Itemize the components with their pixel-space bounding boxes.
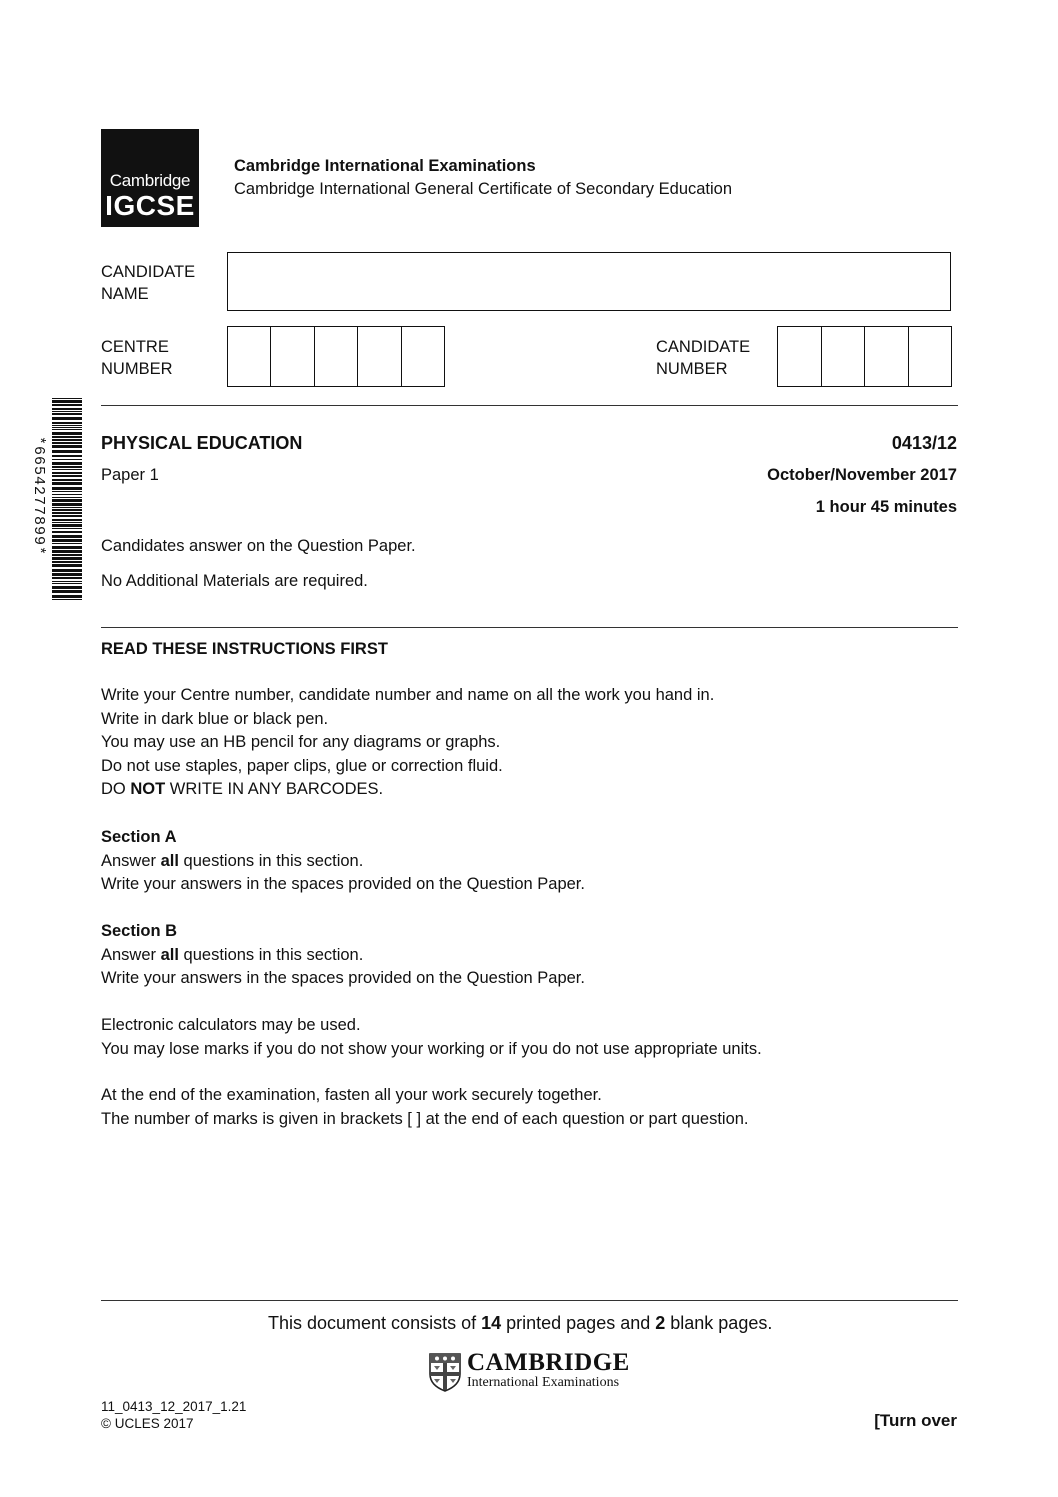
exam-duration: 1 hour 45 minutes xyxy=(815,498,957,516)
centre-number-digit-box[interactable] xyxy=(315,327,358,386)
page-count-post: blank pages. xyxy=(665,1313,773,1333)
section-a-instructions xyxy=(101,826,585,897)
logo-line2: IGCSE xyxy=(105,190,195,221)
cambridge-wordmark: CAMBRIDGE xyxy=(467,1349,630,1376)
barcode-bar xyxy=(52,561,82,563)
barcode-bar xyxy=(52,475,82,477)
cambridge-crest-icon xyxy=(428,1352,462,1392)
barcode-bar xyxy=(52,425,82,426)
barcode-bar xyxy=(52,429,82,430)
candidate-name-label xyxy=(101,261,195,305)
turn-over-label: [Turn over xyxy=(874,1411,957,1430)
barcode-bar xyxy=(52,524,82,527)
barcode-bar xyxy=(52,543,82,544)
blank-page-count: 2 xyxy=(655,1313,666,1333)
section-a-title: Section A xyxy=(101,828,177,846)
barcode-warning xyxy=(101,778,714,802)
instruction-line: At the end of the examination, fasten all your work securely together. xyxy=(101,1086,602,1104)
page-count-pre: This document consists of xyxy=(268,1313,482,1333)
candidate-number-digit-box[interactable] xyxy=(865,327,909,386)
general-instructions xyxy=(101,684,714,802)
candidate-number-digit-box[interactable] xyxy=(778,327,822,386)
barcode-bar xyxy=(52,564,82,567)
subject-title: PHYSICAL EDUCATION xyxy=(101,433,303,453)
org-title: Cambridge International Examinations xyxy=(234,157,536,175)
candidate-number-label xyxy=(656,336,750,380)
centre-number-digit-box[interactable] xyxy=(228,327,271,386)
barcode-bar xyxy=(52,554,82,556)
barcode-bar xyxy=(52,445,82,448)
syllabus-code: 0413/12 xyxy=(891,433,957,453)
printed-page-count: 14 xyxy=(481,1313,502,1333)
section-b-answer-pre: Answer xyxy=(101,945,161,964)
page-count-mid: printed pages and xyxy=(501,1313,656,1333)
barcode-bar xyxy=(52,546,82,549)
logo-line1: Cambridge xyxy=(109,171,191,190)
barcode-bar xyxy=(52,590,82,593)
page-count-note xyxy=(268,1313,772,1334)
barcode-bar xyxy=(52,583,82,584)
barcode-bar xyxy=(52,404,82,406)
instruction-line: You may lose marks if you do not show your working or if you do not use appropriate units. xyxy=(101,1039,762,1058)
instruction-line: You may use an HB pencil for any diagrams or graphs. xyxy=(101,733,501,751)
barcode-bar xyxy=(52,450,82,453)
instruction-line: Write in dark blue or black pen. xyxy=(101,709,329,728)
centre-number-field[interactable] xyxy=(227,326,445,387)
qualification-title: Cambridge International General Certificate of Secondary Education xyxy=(234,180,733,198)
barcode-bar xyxy=(52,577,82,579)
barcode-bar xyxy=(52,417,82,420)
barcode-bar xyxy=(52,507,82,508)
barcode-bar xyxy=(52,466,82,468)
section-b-answer-line xyxy=(101,944,585,968)
barcode-bar xyxy=(52,482,82,485)
centre-number-label-line1: CENTRE xyxy=(101,338,169,356)
document-reference xyxy=(101,1398,246,1432)
barcode-bar xyxy=(52,497,82,498)
centre-number-digit-box[interactable] xyxy=(271,327,314,386)
exam-session: October/November 2017 xyxy=(767,466,957,484)
centre-number-label-line2: NUMBER xyxy=(101,360,173,378)
divider xyxy=(101,405,958,406)
divider xyxy=(101,627,958,628)
candidate-number-label-line2: NUMBER xyxy=(656,360,728,378)
barcode-bar xyxy=(52,573,82,576)
divider xyxy=(101,1300,958,1301)
barcode-bar xyxy=(52,528,82,529)
barcode-bar xyxy=(52,509,82,511)
barcode-bar xyxy=(52,487,82,490)
instruction-line: Write your Centre number, candidate number and name on all the work you hand in. xyxy=(101,686,715,704)
barcode-bar xyxy=(52,462,82,465)
instruction-line: The number of marks is given in brackets [ ] at the end of each question or part question. xyxy=(101,1109,749,1128)
section-b-where-line: Write your answers in the spaces provided on the Question Paper. xyxy=(101,969,585,987)
barcode-icon xyxy=(52,398,82,600)
paper-number: Paper 1 xyxy=(101,466,159,484)
barcode-bar xyxy=(52,439,82,441)
cambridge-wordmark-sub: International Examinations xyxy=(467,1375,620,1390)
section-b-title: Section B xyxy=(101,922,178,940)
barcode-bar xyxy=(52,422,82,424)
instructions-heading: READ THESE INSTRUCTIONS FIRST xyxy=(101,640,388,658)
section-b-answer-emphasis: all xyxy=(160,945,179,964)
copyright: © UCLES 2017 xyxy=(101,1416,194,1431)
barcode-warning-post: WRITE IN ANY BARCODES. xyxy=(165,780,384,798)
barcode-bar xyxy=(52,436,82,438)
barcode-bar xyxy=(52,413,82,415)
barcode-bar xyxy=(52,432,82,435)
barcode-bar xyxy=(52,522,82,523)
barcode-bar xyxy=(52,400,82,403)
barcode-warning-emphasis: NOT xyxy=(130,780,166,798)
barcode-bar xyxy=(52,586,82,589)
candidate-name-field[interactable] xyxy=(227,252,951,311)
barcode-bar xyxy=(52,499,82,502)
barcode-bar xyxy=(52,539,82,542)
candidate-name-label-line2: NAME xyxy=(101,285,149,303)
end-instructions xyxy=(101,1084,749,1131)
barcode-bar xyxy=(52,599,82,600)
barcode-bar xyxy=(52,512,82,514)
calculator-instructions xyxy=(101,1014,762,1061)
centre-number-digit-box[interactable] xyxy=(402,327,444,386)
barcode-bar xyxy=(52,515,82,517)
barcode-bar xyxy=(52,595,82,598)
barcode-bar xyxy=(52,569,82,572)
cambridge-igcse-logo xyxy=(101,129,199,227)
barcode-bar xyxy=(52,494,82,495)
instruction-line: Electronic calculators may be used. xyxy=(101,1016,361,1034)
candidate-name-label-line1: CANDIDATE xyxy=(101,263,196,281)
answer-note: Candidates answer on the Question Paper. xyxy=(101,537,416,555)
barcode-bar xyxy=(52,503,82,506)
barcode-bar xyxy=(52,459,82,460)
barcode-bar xyxy=(52,581,82,582)
barcode-bar xyxy=(52,398,82,399)
barcode-bar xyxy=(52,455,82,457)
section-a-answer-emphasis: all xyxy=(160,851,179,870)
barcode-bar xyxy=(52,411,82,412)
section-b-answer-post: questions in this section. xyxy=(178,945,364,964)
barcode-warning-pre: DO xyxy=(101,780,131,798)
candidate-number-field[interactable] xyxy=(777,326,952,387)
barcode-number-text: *6654277899* xyxy=(30,436,47,557)
barcode-number xyxy=(29,398,49,600)
barcode-bar xyxy=(52,472,82,474)
doc-ref-code: 11_0413_12_2017_1.21 xyxy=(101,1399,247,1414)
materials-note: No Additional Materials are required. xyxy=(101,572,368,590)
barcode-bar xyxy=(52,550,82,553)
section-a-answer-post: questions in this section. xyxy=(178,851,364,870)
barcode-bar xyxy=(52,479,82,481)
barcode-bar xyxy=(52,519,82,521)
section-b-instructions xyxy=(101,920,585,991)
section-a-where-line: Write your answers in the spaces provided on the Question Paper. xyxy=(101,875,585,893)
candidate-number-label-line1: CANDIDATE xyxy=(656,338,751,356)
instruction-line: Do not use staples, paper clips, glue or correction fluid. xyxy=(101,756,503,775)
candidate-number-digit-box[interactable] xyxy=(909,327,952,386)
centre-number-label xyxy=(101,336,173,380)
barcode-bar xyxy=(52,408,82,410)
barcode-bar xyxy=(52,535,82,538)
centre-number-digit-box[interactable] xyxy=(358,327,401,386)
barcode-bar xyxy=(52,557,82,560)
barcode-bar xyxy=(52,427,82,428)
barcode-bar xyxy=(52,531,82,533)
barcode-bar xyxy=(52,491,82,492)
section-a-answer-line xyxy=(101,850,585,874)
barcode-bar xyxy=(52,469,82,470)
barcode-bar xyxy=(52,442,82,444)
candidate-number-digit-box[interactable] xyxy=(822,327,866,386)
section-a-answer-pre: Answer xyxy=(101,851,161,870)
